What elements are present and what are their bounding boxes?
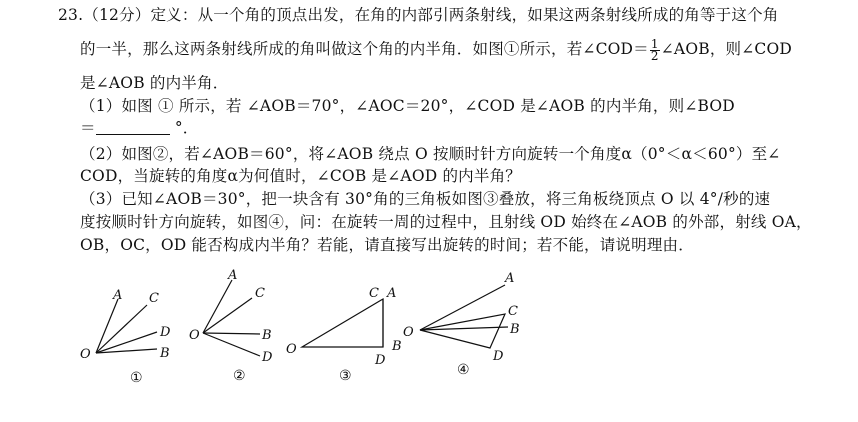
part-2-line-1: （2）如图②，若∠AOB＝60°，将∠AOB 绕点 O 按顺时针方向旋转一个角度α（0°＜α＜60°）至∠ bbox=[80, 145, 781, 163]
definition-text-3: ∠AOB，则∠COD bbox=[660, 40, 792, 58]
part-3-line-3: OB，OC，OD 能否构成内半角？若能，请直接写出旋转的时间；若不能，请说明理由． bbox=[80, 236, 694, 254]
fraction-denominator: 2 bbox=[650, 48, 659, 63]
fig2-label-d: D bbox=[262, 350, 273, 365]
ray-ob bbox=[203, 333, 260, 334]
fig4-label-d: D bbox=[493, 349, 504, 364]
figure-2 bbox=[203, 280, 260, 356]
ray-od bbox=[203, 333, 260, 356]
fig2-label-a: A bbox=[228, 268, 238, 283]
part-3-line-1: （3）已知∠AOB＝30°，把一块含有 30°角的三角板如图③叠放，将三角板绕顶点 O 以 4°/秒的速 bbox=[80, 190, 771, 208]
ray-oa bbox=[203, 280, 232, 333]
part-1-equals: ＝ bbox=[80, 119, 96, 137]
fig4-label-b: B bbox=[510, 322, 520, 337]
part-1-degree: °． bbox=[174, 119, 199, 137]
fig1-caption: ① bbox=[130, 370, 143, 386]
fig1-label-d: D bbox=[160, 325, 171, 340]
fig4-label-c: C bbox=[508, 304, 518, 319]
fig1-label-o: O bbox=[80, 347, 91, 362]
fig3-label-d: D bbox=[375, 353, 386, 368]
fig2-label-c: C bbox=[255, 286, 265, 301]
ray-oc bbox=[203, 298, 252, 333]
fig3-label-c: C bbox=[369, 286, 379, 301]
fig2-label-b: B bbox=[262, 328, 272, 343]
part-2-line-2: COD，当旋转的角度α为何值时，∠COB 是∠AOD 的内半角？ bbox=[80, 167, 521, 185]
fig1-label-a: A bbox=[113, 288, 123, 303]
triangle-ocd bbox=[420, 314, 505, 348]
figure-4 bbox=[420, 285, 508, 348]
part-1-line-1: （1）如图 ① 所示，若 ∠AOB＝70°，∠AOC＝20°，∠COD 是∠AOB 的内半角，则∠BOD bbox=[80, 97, 735, 115]
fig4-caption: ④ bbox=[457, 362, 470, 378]
triangle-ocd bbox=[302, 299, 383, 347]
figure-3 bbox=[302, 299, 383, 347]
figure-1 bbox=[96, 299, 157, 353]
definition-text: 定义：从一个角的顶点出发，在角的内部引两条射线，如果这两条射线所成的角等于这个角 bbox=[150, 6, 779, 24]
fig1-label-b: B bbox=[160, 346, 170, 361]
ray-oa bbox=[96, 299, 118, 353]
ray-oa bbox=[420, 285, 505, 330]
fig2-label-o: O bbox=[189, 328, 200, 343]
question-line-3: 是∠AOB 的内半角． bbox=[80, 74, 229, 92]
fig3-label-a: A bbox=[387, 286, 397, 301]
fig4-label-a: A bbox=[505, 271, 515, 286]
question-number: 23.（12分） bbox=[58, 6, 151, 24]
fig1-label-c: C bbox=[149, 291, 159, 306]
fig3-label-b: B bbox=[392, 339, 402, 354]
fig4-label-o: O bbox=[403, 325, 414, 340]
fig3-label-o: O bbox=[286, 342, 297, 357]
ray-oc bbox=[96, 305, 147, 353]
fraction-numerator: 1 bbox=[650, 36, 659, 51]
fig2-caption: ② bbox=[233, 368, 246, 384]
part-3-line-2: 度按顺时针方向旋转，如图④，问：在旋转一周的过程中，且射线 OD 始终在∠AOB 的外部，射线 OA， bbox=[80, 213, 812, 231]
definition-text-2: 的一半，那么这两条射线所成的角叫做这个角的内半角．如图①所示，若∠COD＝ bbox=[80, 40, 649, 58]
fig3-caption: ③ bbox=[339, 368, 352, 384]
